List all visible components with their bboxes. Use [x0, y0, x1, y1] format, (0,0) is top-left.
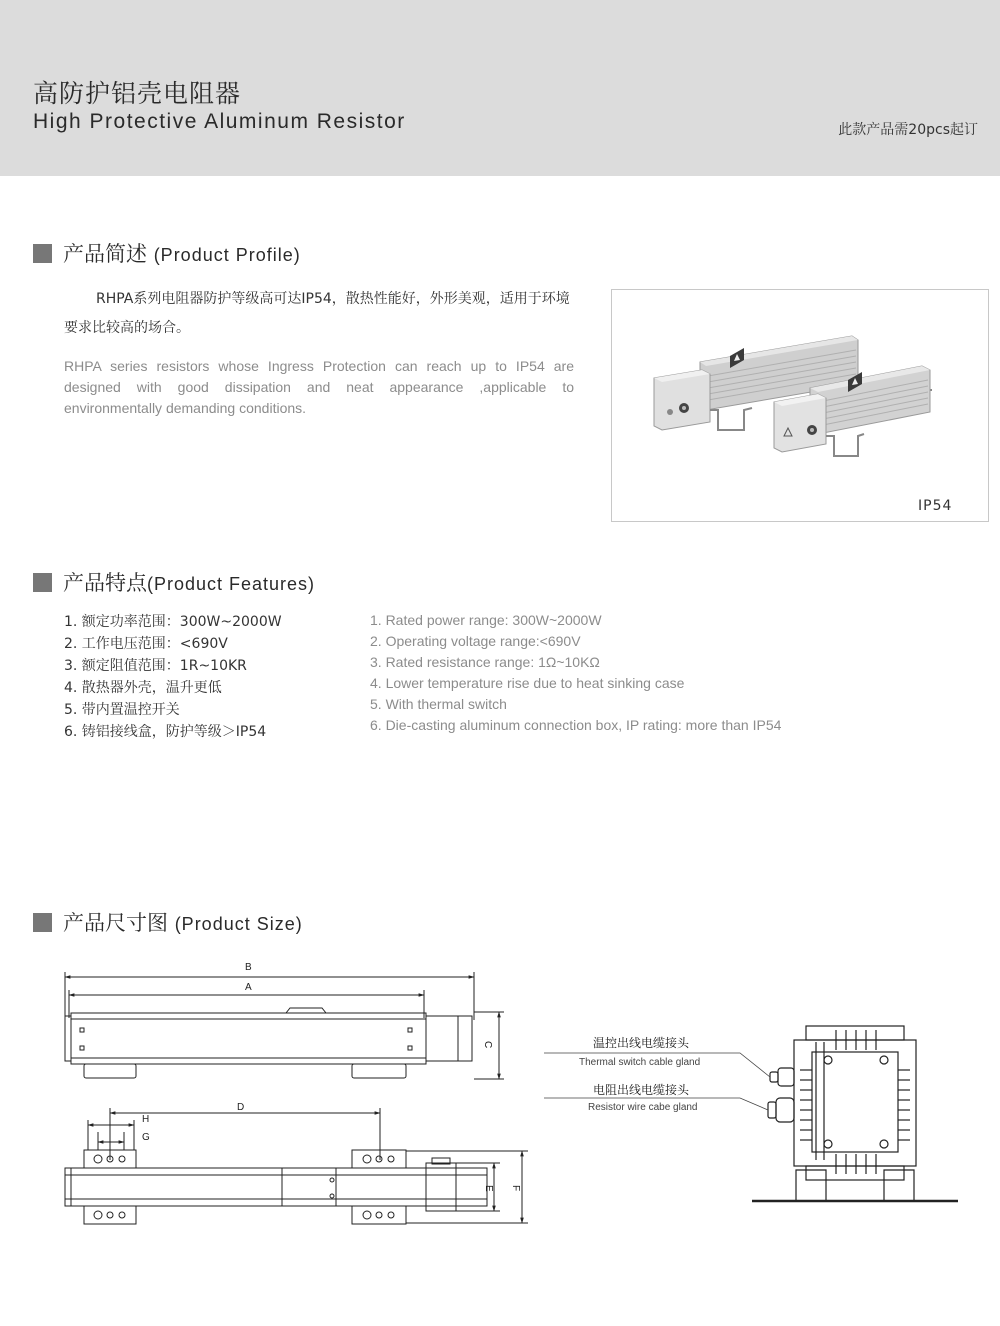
dim-label-e: E	[483, 1185, 494, 1192]
section-heading-features	[33, 567, 315, 597]
feature-item-en: 5. With thermal switch	[370, 696, 507, 712]
header-banner	[0, 0, 1000, 176]
section-square-icon	[33, 913, 52, 932]
photo-label: IP54	[918, 498, 953, 514]
feature-item-en: 2. Operating voltage range:<690V	[370, 633, 581, 649]
moq-note: 此款产品需20pcs起订	[838, 122, 978, 138]
dim-label-g: G	[142, 1132, 150, 1143]
features-heading-en: (Product Features)	[147, 574, 316, 594]
feature-item-en: 1. Rated power range: 300W~2000W	[370, 612, 602, 628]
section-square-icon	[33, 573, 52, 592]
section-heading-size	[33, 907, 303, 937]
side-view	[65, 972, 504, 1079]
feature-item-en: 6. Die-casting aluminum connection box, IP rating: more than IP54	[370, 717, 782, 733]
mount-hole-icons	[94, 1155, 394, 1219]
dim-label-c: C	[482, 1041, 493, 1049]
page-title-cn: 高防护铝壳电阻器	[33, 79, 242, 108]
section-heading-profile	[33, 238, 301, 268]
size-heading-en: (Product Size)	[174, 914, 303, 934]
feature-item-cn: 4. 散热器外壳，温升更低	[64, 680, 222, 696]
dimension-drawing	[0, 950, 1000, 1240]
dim-label-a: A	[245, 982, 252, 993]
top-view	[65, 1108, 528, 1224]
profile-text-cn: RHPA系列电阻器防护等级高可达IP54，散热性能好，外形美观，适用于环境要求比较高的场合。	[64, 291, 570, 336]
gland-wire-label-en: Resistor wire cabe gland	[588, 1102, 698, 1113]
profile-heading-cn: 产品简述	[63, 242, 147, 266]
feature-item-cn: 2. 工作电压范围：<690V	[64, 636, 228, 652]
feature-item-cn: 6. 铸铝接线盒，防护等级＞IP54	[64, 724, 267, 740]
feature-item-cn: 1. 额定功率范围：300W~2000W	[64, 614, 282, 630]
gland-thermal-label-cn: 温控出线电缆接头	[593, 1036, 690, 1050]
features-list-cn	[64, 611, 282, 743]
feature-item-en: 4. Lower temperature rise due to heat sinking case	[370, 675, 685, 691]
profile-heading-en: (Product Profile)	[153, 245, 301, 265]
section-square-icon	[33, 244, 52, 263]
feature-item-en: 3. Rated resistance range: 1Ω~10KΩ	[370, 654, 600, 670]
page-title-en: High Protective Aluminum Resistor	[33, 110, 406, 133]
size-heading-cn: 产品尺寸图	[63, 911, 168, 935]
features-list-en	[370, 610, 781, 736]
features-heading-cn: 产品特点	[63, 571, 147, 595]
dim-label-b: B	[245, 962, 252, 973]
profile-text-en: RHPA series resistors whose Ingress Protection can reach up to IP54 are designed with good dissipation and neat appearance ,applicable to environmentally demanding conditions.	[64, 358, 574, 416]
gland-wire-label-cn: 电阻出线电缆接头	[593, 1083, 690, 1097]
feature-item-cn: 3. 额定阻值范围：1R~10KR	[64, 658, 247, 674]
dim-label-d: D	[237, 1102, 245, 1113]
resistor-product-image	[612, 290, 988, 521]
dim-label-h: H	[142, 1114, 150, 1125]
dim-label-f: F	[510, 1185, 521, 1192]
end-view	[752, 1026, 958, 1201]
feature-item-cn: 5. 带内置温控开关	[64, 702, 180, 718]
gland-thermal-label-en: Thermal switch cable gland	[579, 1057, 701, 1068]
product-photo	[611, 289, 989, 522]
